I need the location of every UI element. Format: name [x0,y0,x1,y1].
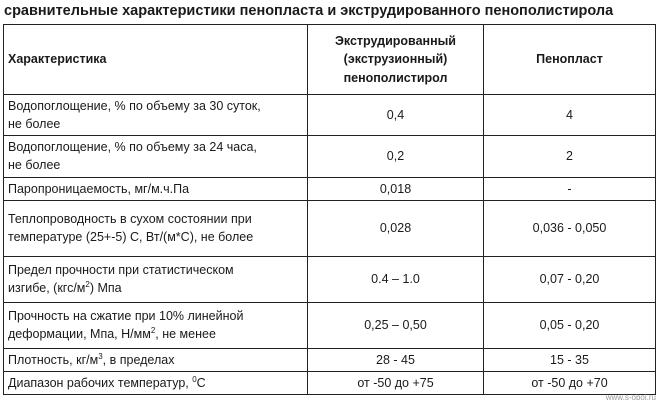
row-xps-value: 0,25 – 0,50 [308,302,484,348]
row-foam-value: 0,07 - 0,20 [484,256,656,302]
page-title: сравнительные характеристики пенопласта и экструдированного пенополистирола [4,3,614,19]
row-xps-value: 0,028 [308,200,484,256]
row-characteristic: Плотность, $кг/м^3$, в пределах [4,348,308,371]
row-characteristic: Паропроницаемость, мг/м.ч.Па [4,177,308,200]
watermark: www.s-oboi.ru [605,393,656,402]
header-xps-line: пенополистирол [343,70,448,85]
table-header-row [4,25,656,95]
table-row [4,95,656,136]
row-xps-value: 0,4 [308,95,484,136]
table-row [4,302,656,348]
row-foam-value: 4 [484,95,656,136]
row-characteristic: Прочность на сжатие при 10% линейной деформации, Мпа, $Н/мм^2$, не менее [4,302,308,348]
row-characteristic: Предел прочности при статистическом изгибе, $(кгс/м^2)$ Мпа [4,256,308,302]
row-foam-value: - [484,177,656,200]
table-row [4,348,656,371]
row-xps-value: 28 - 45 [308,348,484,371]
row-xps-value: 0,018 [308,177,484,200]
header-xps-line: Экструдированный [335,34,456,49]
row-xps-value: 0.4 – 1.0 [308,256,484,302]
row-xps-value: от -50 до +75 [308,371,484,394]
row-foam-value: от -50 до +70 [484,371,656,394]
table-row [4,371,656,394]
header-xps [308,25,484,95]
comparison-table [3,24,656,395]
row-characteristic: Диапазон рабочих температур, $^0$С [4,371,308,394]
header-characteristic: Характеристика [4,25,308,95]
row-xps-value: 0,2 [308,136,484,177]
table-row [4,256,656,302]
table-row [4,136,656,177]
row-characteristic: Теплопроводность в сухом состоянии при температуре (25+-5) С, Вт/(м*С), не более [4,200,308,256]
row-foam-value: 0,036 - 0,050 [484,200,656,256]
table-row [4,177,656,200]
header-xps-line: (экструзионный) [343,52,448,67]
row-foam-value: 2 [484,136,656,177]
header-foam: Пенопласт [484,25,656,95]
table-row [4,200,656,256]
row-characteristic: Водопоглощение, % по объему за 24 часа, не более [4,136,308,177]
row-foam-value: 0,05 - 0,20 [484,302,656,348]
row-characteristic: Водопоглощение, % по объему за 30 суток, не более [4,95,308,136]
row-foam-value: 15 - 35 [484,348,656,371]
